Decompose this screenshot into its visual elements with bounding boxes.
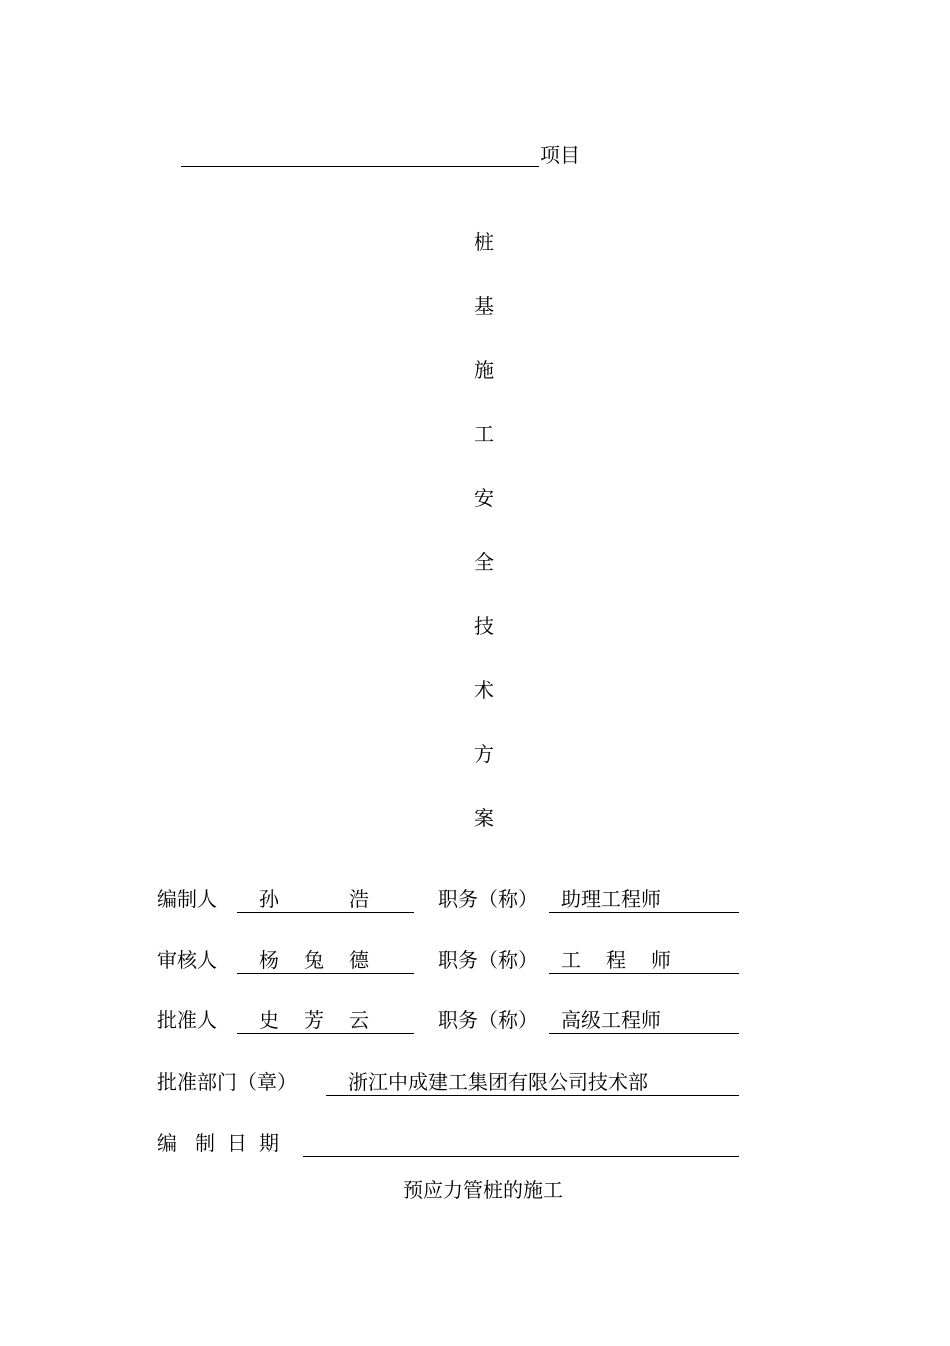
date-label-char: 制 <box>195 1131 215 1155</box>
approver-position: 高级工程师 <box>561 1008 661 1032</box>
title-char: 全 <box>474 550 494 574</box>
date-row <box>157 1131 757 1159</box>
project-suffix: 项目 <box>540 143 580 167</box>
approver-position-field <box>549 1008 739 1034</box>
reviewer-label: 审核人 <box>157 948 217 972</box>
title-char: 桩 <box>474 230 494 254</box>
project-name-blank <box>181 142 539 167</box>
section-title: 预应力管桩的施工 <box>403 1178 563 1202</box>
title-char: 安 <box>474 486 494 510</box>
department-value: 浙江中成建工集团有限公司技术部 <box>348 1070 648 1094</box>
reviewer-position-char: 工 <box>561 948 581 972</box>
title-char: 技 <box>474 614 494 638</box>
compiler-name-char: 孙 <box>259 887 279 911</box>
compiler-row <box>157 887 757 915</box>
reviewer-name-char: 杨 <box>259 948 279 972</box>
department-row <box>157 1070 757 1098</box>
compiler-name-field <box>237 887 414 913</box>
date-label-char: 期 <box>259 1131 279 1155</box>
title-char: 工 <box>474 422 494 446</box>
approver-name-char: 芳 <box>304 1008 324 1032</box>
reviewer-position-field <box>549 948 739 974</box>
compiler-label: 编制人 <box>157 887 217 911</box>
department-label: 批准部门（章） <box>157 1070 297 1094</box>
reviewer-name-field <box>237 948 414 974</box>
approver-name-field <box>237 1008 414 1034</box>
reviewer-name-char: 兔 <box>304 948 324 972</box>
reviewer-row <box>157 948 757 976</box>
approver-row <box>157 1008 757 1036</box>
title-char: 施 <box>474 358 494 382</box>
compiler-name-char: 浩 <box>349 887 369 911</box>
date-label-char: 编 <box>157 1131 177 1155</box>
date-field <box>303 1131 739 1157</box>
compiler-position: 助理工程师 <box>561 887 661 911</box>
title-char: 案 <box>474 806 494 830</box>
reviewer-position-label: 职务（称） <box>438 948 538 972</box>
title-char: 基 <box>474 294 494 318</box>
title-char: 方 <box>474 742 494 766</box>
reviewer-position-char: 师 <box>651 948 671 972</box>
department-field <box>326 1070 739 1096</box>
approver-name-char: 云 <box>349 1008 369 1032</box>
approver-name-char: 史 <box>259 1008 279 1032</box>
approver-position-label: 职务（称） <box>438 1008 538 1032</box>
title-char: 术 <box>474 678 494 702</box>
compiler-position-label: 职务（称） <box>438 887 538 911</box>
reviewer-name-char: 德 <box>349 948 369 972</box>
date-label-char: 日 <box>227 1131 247 1155</box>
project-header <box>181 141 580 167</box>
compiler-position-field <box>549 887 739 913</box>
approver-label: 批准人 <box>157 1008 217 1032</box>
reviewer-position-char: 程 <box>606 948 626 972</box>
